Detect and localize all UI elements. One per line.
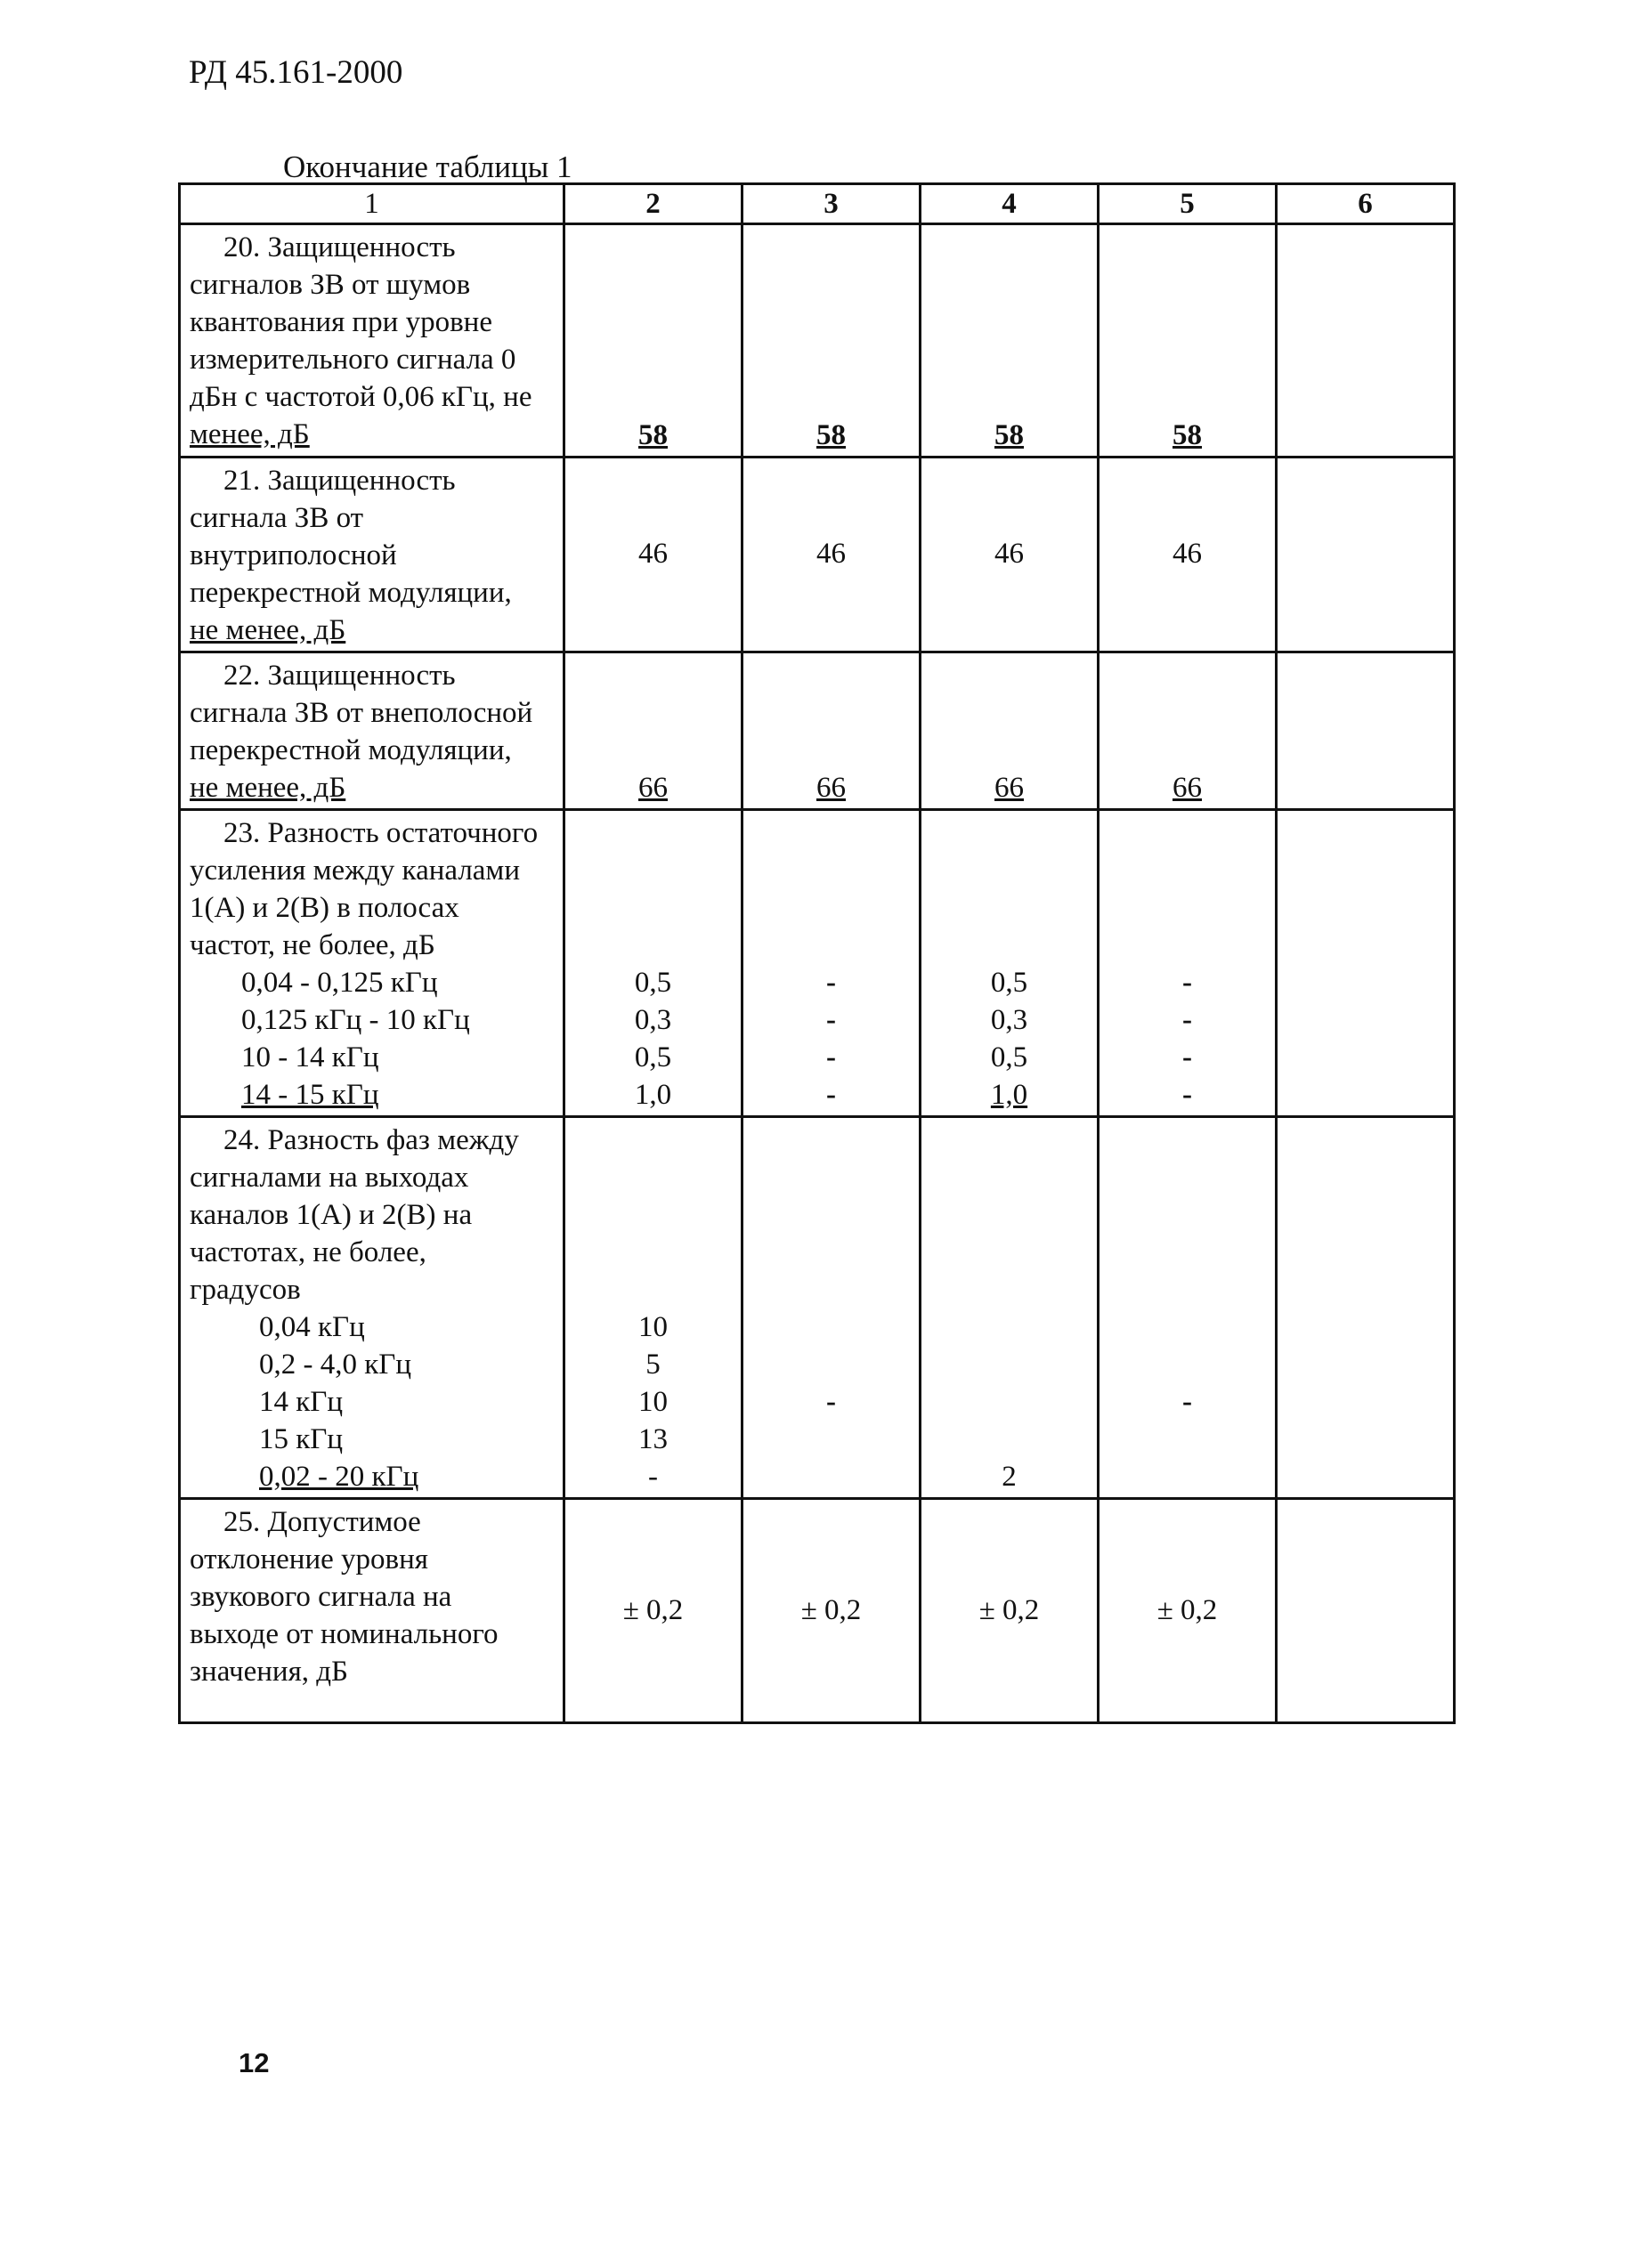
column-header-3: 3	[742, 184, 921, 224]
row-20-col-6	[1277, 224, 1455, 458]
row-24-description: 24. Разность фаз между сигналами на выходах каналов 1(А) и 2(В) на частотах, не более, градусов 0,04 кГц 0,2 - 4,0 кГц 14 кГц 15 кГц 0,02 - 20 кГц	[180, 1117, 564, 1499]
row-20-col-5: 58	[1099, 224, 1277, 458]
row-23-col-3: - - - -	[742, 810, 921, 1117]
row-23-col-4: 0,5 0,3 0,5 1,0	[921, 810, 1099, 1117]
row-21-col-6	[1277, 458, 1455, 652]
row-25-col-5: ± 0,2	[1099, 1499, 1277, 1723]
row-24-col-4: 2	[921, 1117, 1099, 1499]
row-22-col-2: 66	[564, 652, 742, 810]
column-header-1: 1	[180, 184, 564, 224]
row-24-col-5: -	[1099, 1117, 1277, 1499]
row-25-col-4: ± 0,2	[921, 1499, 1099, 1723]
row-20-col-4: 58	[921, 224, 1099, 458]
column-header-4: 4	[921, 184, 1099, 224]
table-row-20	[180, 224, 1455, 458]
row-25-col-6	[1277, 1499, 1455, 1723]
row-25-description: 25. Допустимое отклонение уровня звукового сигнала на выходе от номинального значения, дБ	[180, 1499, 564, 1723]
row-23-col-6	[1277, 810, 1455, 1117]
row-25-col-3: ± 0,2	[742, 1499, 921, 1723]
specification-table	[178, 182, 1453, 1724]
row-21-description: 21. Защищенность сигнала ЗВ от внутриполосной перекрестной модуляции, не менее, дБ	[180, 458, 564, 652]
table-row-21	[180, 458, 1455, 652]
column-header-6: 6	[1277, 184, 1455, 224]
row-23-col-5: - - - -	[1099, 810, 1277, 1117]
row-21-col-2: 46	[564, 458, 742, 652]
table-header-row	[180, 184, 1455, 224]
row-22-col-4: 66	[921, 652, 1099, 810]
row-20-col-3: 58	[742, 224, 921, 458]
row-22-col-5: 66	[1099, 652, 1277, 810]
document-code: РД 45.161-2000	[189, 54, 403, 91]
row-20-col-2: 58	[564, 224, 742, 458]
row-24-col-2: 10 5 10 13 -	[564, 1117, 742, 1499]
table-row-25	[180, 1499, 1455, 1723]
row-20-description: 20. Защищенность сигналов ЗВ от шумов квантования при уровне измерительного сигнала 0 дБн с частотой 0,06 кГц, не менее, дБ	[180, 224, 564, 458]
row-23-col-2: 0,5 0,3 0,5 1,0	[564, 810, 742, 1117]
row-22-col-3: 66	[742, 652, 921, 810]
row-22-col-6	[1277, 652, 1455, 810]
table-row-24	[180, 1117, 1455, 1499]
page-number: 12	[239, 2047, 270, 2078]
table-caption: Окончание таблицы 1	[283, 150, 572, 184]
row-23-description: 23. Разность остаточного усиления между каналами 1(А) и 2(В) в полосах частот, не более, дБ 0,04 - 0,125 кГц 0,125 кГц - 10 кГц 10 - 14 кГц 14 - 15 кГц	[180, 810, 564, 1117]
row-21-col-4: 46	[921, 458, 1099, 652]
row-24-col-3: -	[742, 1117, 921, 1499]
row-21-col-5: 46	[1099, 458, 1277, 652]
row-25-col-2: ± 0,2	[564, 1499, 742, 1723]
column-header-5: 5	[1099, 184, 1277, 224]
row-22-description: 22. Защищенность сигнала ЗВ от внеполосной перекрестной модуляции, не менее, дБ	[180, 652, 564, 810]
table-row-23	[180, 810, 1455, 1117]
row-21-col-3: 46	[742, 458, 921, 652]
table-row-22	[180, 652, 1455, 810]
row-24-col-6	[1277, 1117, 1455, 1499]
column-header-2: 2	[564, 184, 742, 224]
